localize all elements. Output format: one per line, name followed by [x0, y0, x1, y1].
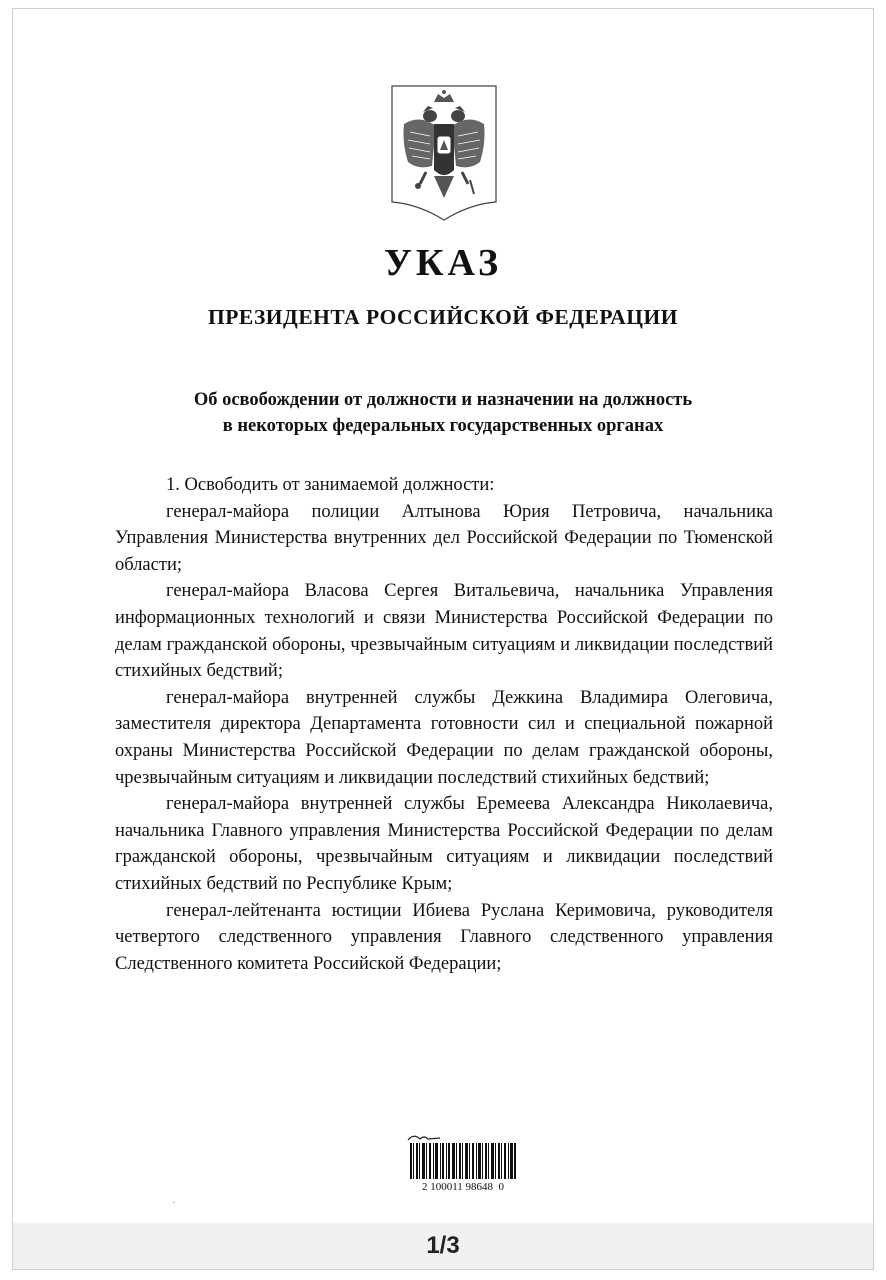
signature-mark-icon — [406, 1131, 446, 1143]
page-indicator: 1/3 — [426, 1232, 460, 1259]
paragraph: генерал-майора внутренней службы Дежкина Владимира Олеговича, заместителя директора Департамента готовности сил и специальной пожарной охраны Министерства Российской Федерации по делам гражданской обороны, чрезвычайным ситуациям и ликвидации последствий стихийных бедствий; — [115, 687, 773, 788]
paragraph: генерал-майора Власова Сергея Витальевича, начальника Управления информационных технологий и связи Министерства Российской Федерации по делам гражданской обороны, чрезвычайным ситуациям и ликвидации последствий стихийных бедствий; — [115, 581, 773, 682]
barcode-icon — [410, 1143, 516, 1179]
paragraph: генерал-майора полиции Алтынова Юрия Петровича, начальника Управления Министерства внутренних дел Российской Федерации по Тюменской области; — [115, 501, 773, 575]
document-heading — [13, 387, 873, 439]
barcode-number: 2 100011 98648 0 — [421, 1181, 505, 1193]
document-subtitle: ПРЕЗИДЕНТА РОССИЙСКОЙ ФЕДЕРАЦИИ — [208, 305, 678, 329]
document-viewer — [12, 8, 874, 1270]
heading-line: Об освобождении от должности и назначении на должность — [193, 390, 693, 410]
scan-speck — [173, 1202, 175, 1203]
document-title: УКАЗ — [384, 242, 502, 284]
document-body — [115, 472, 773, 977]
paragraph: 1. Освободить от занимаемой должности: — [166, 475, 495, 495]
document-page — [13, 9, 873, 1223]
pager-bar — [13, 1223, 873, 1269]
barcode — [398, 1131, 528, 1197]
coat-of-arms-icon — [390, 84, 498, 222]
paragraph: генерал-лейтенанта юстиции Ибиева Руслана Керимовича, руководителя четвертого следственного управления Главного следственного управления Следственного комитета Российской Федерации; — [115, 900, 773, 974]
heading-line: в некоторых федеральных государственных органах — [222, 416, 664, 436]
paragraph: генерал-майора внутренней службы Еремеева Александра Николаевича, начальника Главного управления Министерства Российской Федерации по делам гражданской обороны, чрезвычайным ситуациям и ликвидации последствий стихийных бедствий по Республике Крым; — [115, 794, 773, 894]
